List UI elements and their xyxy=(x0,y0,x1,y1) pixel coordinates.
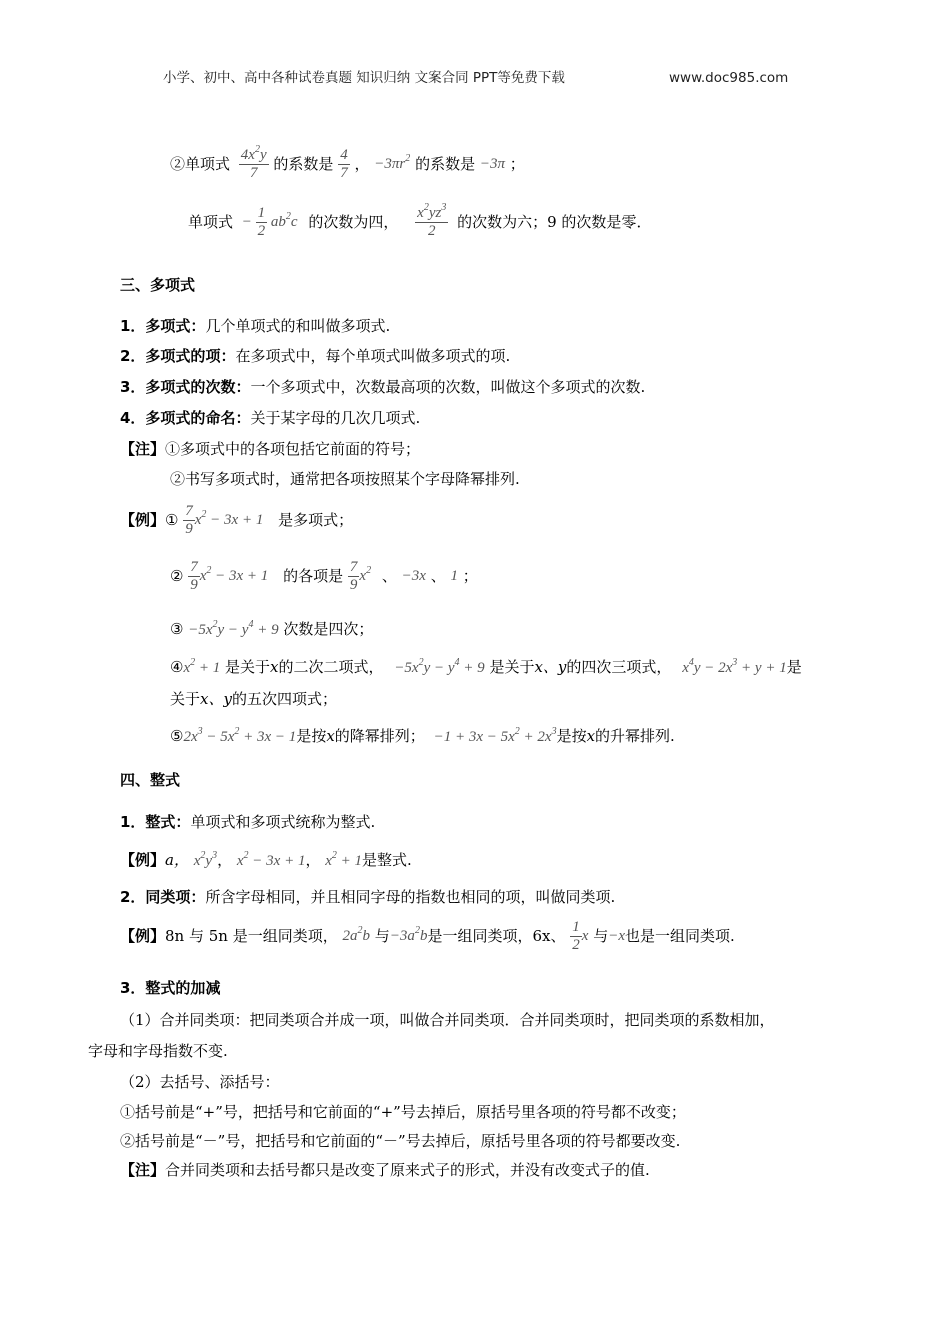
sec3-p1-label: 1．多项式： xyxy=(120,317,206,335)
mono-coef-of: 的系数是 xyxy=(273,155,334,173)
ex4-t5: 是 xyxy=(786,658,802,676)
expr-x2-3x-1: $x^2 - 3x + 1$ xyxy=(236,850,306,869)
expr-x4y-2x3-y-1: $x^4y - 2x^3 + y + 1$ xyxy=(682,657,787,676)
sec4-ex2-label: 【例】 xyxy=(120,927,166,945)
sec3-ex4 xyxy=(170,657,802,676)
ex4-t3: 是关于 xyxy=(489,658,535,676)
sec3-note2: ②书写多项式时，通常把各项按照某个字母降幂排列. xyxy=(170,470,520,488)
ex5-t3: 是按 xyxy=(556,727,587,745)
ex4-line2-b: 的五次四项式； xyxy=(231,690,337,708)
ex2-sep2: 、 xyxy=(430,567,446,585)
sec4-ex2-a: 8n 与 5n 是一组同类项， xyxy=(165,927,338,945)
sec4-ex2 xyxy=(120,920,735,978)
sec3-ex3 xyxy=(170,619,374,638)
monomial-coef-line xyxy=(170,144,525,208)
expr-neg-x: −x xyxy=(608,928,625,944)
sec3-p3-label: 3．多项式的次数： xyxy=(120,378,251,396)
mono-comma: ， xyxy=(354,155,370,173)
note-label: 【注】 xyxy=(120,440,166,458)
ex1-text: 是多项式； xyxy=(278,511,354,529)
expr-x2-plus-1: $x^2 + 1$ xyxy=(183,657,221,676)
expr-neg1-3x-5x2-2x3: $-1 + 3x - 5x^2 + 2x^3$ xyxy=(433,726,557,745)
ex4-t1: 是关于 xyxy=(225,658,271,676)
var-xy2: x、y xyxy=(200,690,232,708)
section-3-title: 三、多项式 xyxy=(120,276,196,294)
sec3-ex5 xyxy=(170,726,675,745)
ex4-t4: 的四次三项式， xyxy=(566,658,672,676)
ex2-text: 的各项是 xyxy=(283,567,344,585)
ex2-sep: 、 xyxy=(381,567,397,585)
sec3-p1 xyxy=(120,319,390,334)
sec4-s1b: 字母和字母指数不变. xyxy=(88,1042,228,1060)
sec3-ex2 xyxy=(170,560,478,620)
ex2-end: ； xyxy=(462,567,478,585)
sec4-s2: （2）去括号、添括号： xyxy=(120,1073,280,1091)
expr-neg3pir2: $-3\pi r^2$ xyxy=(374,153,411,172)
sec4-note-label: 【注】 xyxy=(120,1161,166,1179)
deg-prefix: 单项式 xyxy=(188,213,234,231)
ex4-num: ④ xyxy=(170,658,184,676)
sec4-ex-label: 【例】 xyxy=(120,851,166,869)
ex2-num: ② xyxy=(170,567,184,585)
sec3-p4-text: 关于某字母的几次几项式. xyxy=(250,409,421,427)
expr-7-9x2: $\frac{7}{9}$ $x^2$ xyxy=(349,559,372,593)
expr-7-9x2-3x-1: $\frac{7}{9}$ $x^2 - 3x + 1$ xyxy=(185,503,264,537)
ex1-num: ① xyxy=(165,511,179,529)
sec4-p3-label: 3．整式的加减 xyxy=(120,979,221,997)
sec3-ex1 xyxy=(120,504,353,564)
note1-text: ①多项式中的各项包括它前面的符号； xyxy=(165,440,421,458)
expr-neg3pi: −3π xyxy=(479,156,505,172)
expr-x2-1: $x^2 + 1$ xyxy=(325,850,363,869)
ex3-text: 次数是四次； xyxy=(283,620,374,638)
sec4-ex2-e: 与 xyxy=(593,927,609,945)
ex4-line2-a: 关于 xyxy=(170,690,201,708)
sec4-ex2-b: 与 xyxy=(374,927,390,945)
ex3-num: ③ xyxy=(170,620,184,638)
sec4-r1: ①括号前是“+”号，把括号和它前面的“+”号去掉后，原括号里各项的符号都不改变； xyxy=(120,1103,686,1121)
sec3-p4 xyxy=(120,411,420,426)
ex5-num: ⑤ xyxy=(170,727,184,745)
sec3-p2 xyxy=(120,349,510,364)
expr-neg3x: −3x xyxy=(401,568,426,584)
sec4-p1-label: 1．整式： xyxy=(120,813,191,831)
expr-x2y3: $x^2y^3$ xyxy=(193,850,218,869)
ex5-t2: 的降幂排列； xyxy=(334,727,425,745)
frac-4x2y-over-7: $\frac{4x^2y}{7}$ xyxy=(240,144,267,181)
mono-end: ； xyxy=(509,155,525,173)
deg-four: 的次数为四， xyxy=(308,213,399,231)
sec4-p2-text: 所含字母相同，并且相同字母的指数也相同的项，叫做同类项. xyxy=(205,888,616,906)
expr-half-x: $\frac{1}{2}$ x xyxy=(572,919,589,953)
sec3-ex4-line2 xyxy=(170,692,337,707)
sec4-p2-label: 2．同类项： xyxy=(120,888,206,906)
expr-neg5x2y-y4-9: $-5x^2y - y^4 + 9$ xyxy=(188,619,279,638)
mono-coef-of2: 的系数是 xyxy=(415,155,476,173)
var-xy: x、y xyxy=(534,658,567,676)
mono-prefix: ②单项式 xyxy=(170,155,231,173)
expr-2a2b: $2a^2b$ xyxy=(342,925,371,944)
expr-1: 1 xyxy=(450,568,458,584)
sec4-ex2-d: 6x、 xyxy=(532,927,566,945)
expr-neg5x2y-y4-9-b: $-5x^2y - y^4 + 9$ xyxy=(394,657,485,676)
expr-neg-half-ab2c: − $\frac{1}{2}$ $ab^2c$ xyxy=(241,205,298,239)
section-4-title: 四、整式 xyxy=(120,771,181,789)
sec3-p1-text: 几个单项式的和叫做多项式. xyxy=(205,317,391,335)
ex4-t2: 的二次二项式， xyxy=(278,658,384,676)
sec4-s1: （1）合并同类项：把同类项合并成一项，叫做合并同类项．合并同类项时，把同类项的系数相加， xyxy=(120,1011,775,1029)
sec4-ex2-c: 是一组同类项， xyxy=(427,927,533,945)
frac-x2yz3-over-2: $\frac{x^2yz^3}{2}$ xyxy=(417,202,447,239)
ex5-t1: 是按 xyxy=(296,727,327,745)
sec3-p3-text: 一个多项式中，次数最高项的次数，叫做这个多项式的次数. xyxy=(250,378,646,396)
var-x5a: x xyxy=(326,727,335,745)
expr-7-9x2-3x-1-b: $\frac{7}{9}$ $x^2 - 3x + 1$ xyxy=(190,559,269,593)
sec4-ex1: 【例】a， $x^2y^3$， $x^2 - 3x + 1$， $x^2 + 1$是整式. xyxy=(120,850,412,869)
ex-label: 【例】 xyxy=(120,511,166,529)
sec4-ex-end: 是整式. xyxy=(362,851,412,869)
sec4-note-text: 合并同类项和去括号都只是改变了原来式子的形式，并没有改变式子的值. xyxy=(165,1161,650,1179)
sec4-p1-text: 单项式和多项式统称为整式. xyxy=(190,813,376,831)
sec3-p2-label: 2．多项式的项： xyxy=(120,347,236,365)
sec3-note1 xyxy=(120,442,420,457)
sec4-p2 xyxy=(120,890,615,905)
var-x: x xyxy=(270,658,279,676)
header-text: 小学、初中、高中各种试卷真题 知识归纳 文案合同 PPT等免费下载 xyxy=(163,70,565,86)
var-x5b: x xyxy=(586,727,596,745)
expr-neg3a2b: $-3a^2b$ xyxy=(389,925,428,944)
sec4-ex2-f: 也是一组同类项. xyxy=(625,927,735,945)
sec4-note xyxy=(120,1163,650,1178)
ex5-t4: 的升幂排列. xyxy=(595,727,675,745)
header-url[interactable]: www.doc985.com xyxy=(669,70,789,86)
sec4-r2: ②括号前是“－”号，把括号和它前面的“－”号去掉后，原括号里各项的符号都要改变. xyxy=(120,1132,681,1150)
sec3-p3 xyxy=(120,380,645,395)
monomial-degree-line xyxy=(188,202,652,266)
sec3-p4-label: 4．多项式的命名： xyxy=(120,409,251,427)
sec4-p1 xyxy=(120,815,375,830)
expr-2x3-5x2-3x-1: $2x^3 - 5x^2 + 3x - 1$ xyxy=(183,726,297,745)
frac-4-over-7: $\frac{4}{7}$ xyxy=(340,147,348,181)
deg-six: 的次数为六；9 的次数是零． xyxy=(457,213,652,231)
sec4-ex-a: a， xyxy=(165,851,189,869)
sec3-p2-text: 在多项式中，每个单项式叫做多项式的项. xyxy=(235,347,511,365)
